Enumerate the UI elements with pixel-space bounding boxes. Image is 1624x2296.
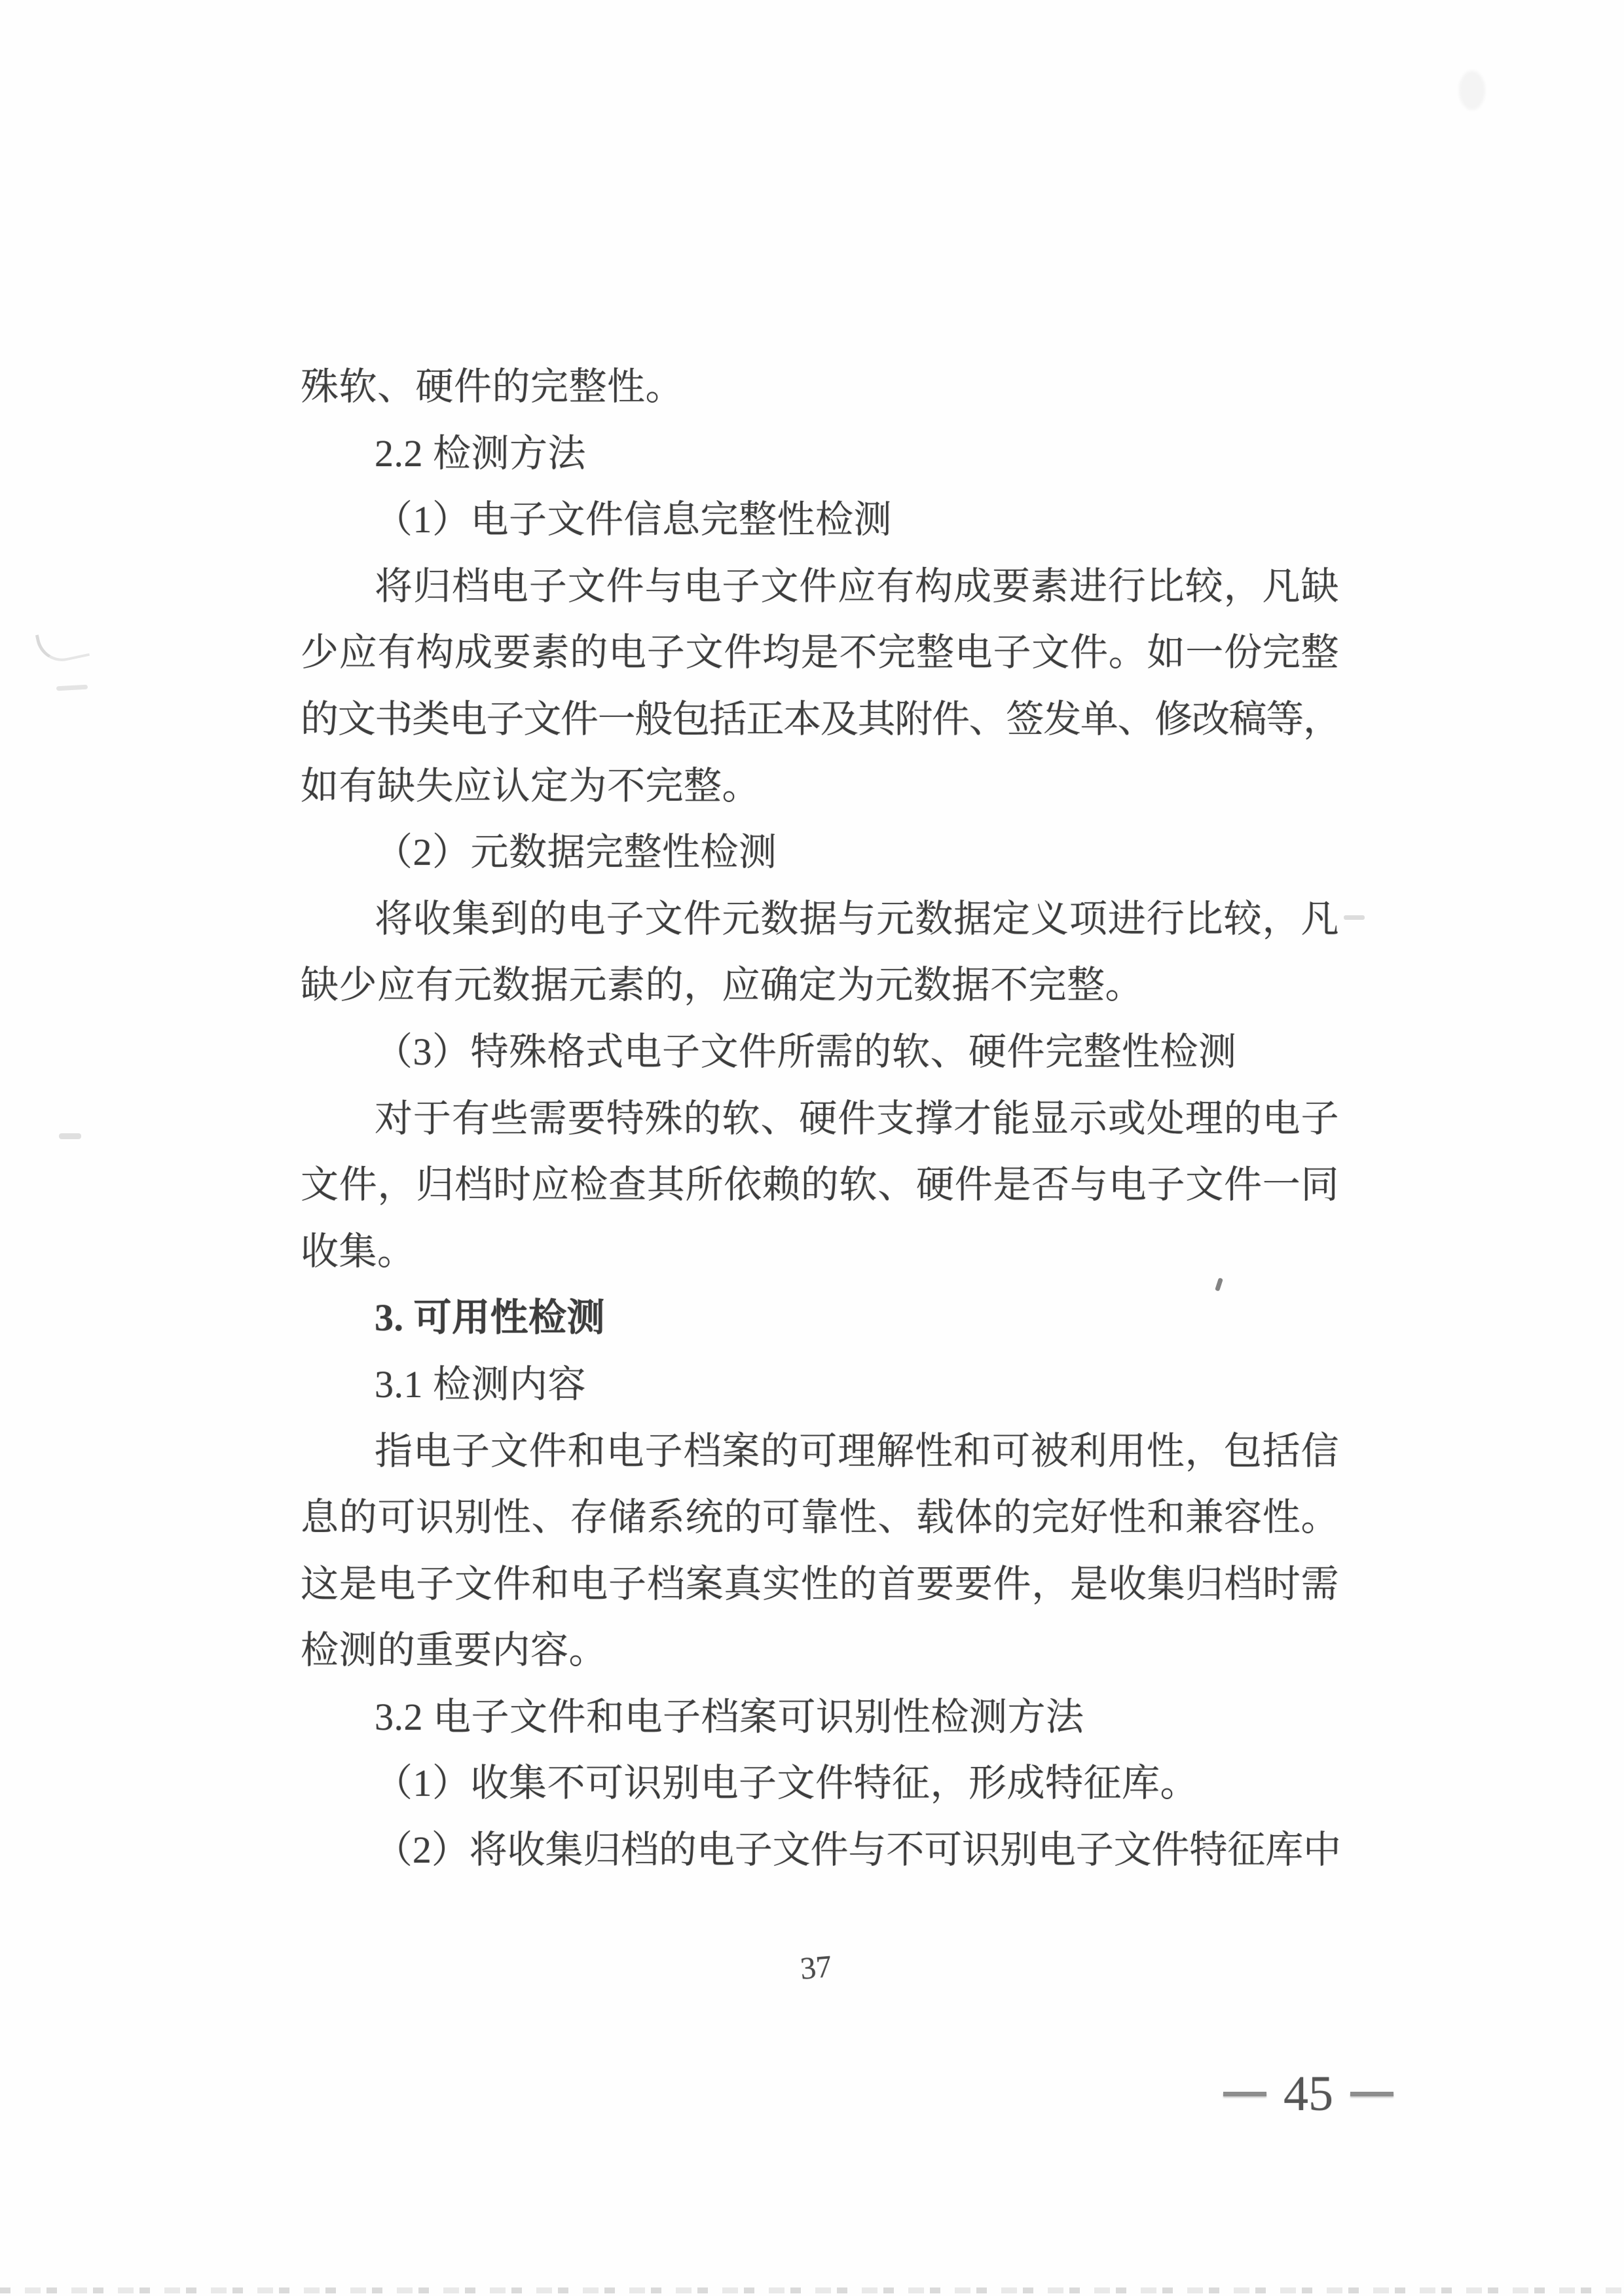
- section-heading-2-2: 2.2 检测方法: [375, 431, 587, 475]
- scan-artifact: [59, 1133, 81, 1139]
- scan-edge-artifact: [0, 2287, 1624, 2293]
- text-line: 这是电子文件和电子档案真实性的首要要件，是收集归档时需: [301, 1562, 1339, 1605]
- text-line: 指电子文件和电子档案的可理解性和可被利用性，包括信: [375, 1429, 1339, 1472]
- text-line: 收集。: [301, 1230, 416, 1273]
- footer-dash-right: [1350, 2092, 1393, 2096]
- document-body: [301, 354, 1339, 1884]
- text-line: 对于有些需要特殊的软、硬件支撑才能显示或处理的电子: [375, 1097, 1339, 1140]
- section-heading-3-2: 3.2 电子文件和电子档案可识别性检测方法: [375, 1695, 1084, 1738]
- text-line: 缺少应有元数据元素的，应确定为元数据不完整。: [301, 964, 1144, 1007]
- text-line: 如有缺失应认定为不完整。: [301, 764, 761, 807]
- text-line: 的文书类电子文件一般包括正本及其附件、签发单、修改稿等，: [301, 697, 1339, 740]
- sheet-number: 37: [798, 1949, 834, 1986]
- scan-artifact: [35, 625, 90, 666]
- list-item-2: （2）元数据完整性检测: [375, 831, 777, 874]
- scan-artifact: [1344, 915, 1365, 920]
- page-number-value: 45: [1283, 2066, 1333, 2121]
- list-item-1: （1）电子文件信息完整性检测: [375, 498, 893, 541]
- scan-artifact: [1459, 71, 1485, 110]
- section-heading-3: 3. 可用性检测: [375, 1296, 606, 1339]
- text-line: 将收集到的电子文件元数据与元数据定义项进行比较，凡: [375, 897, 1339, 940]
- text-line: 检测的重要内容。: [301, 1629, 608, 1672]
- page-number: [1223, 2068, 1393, 2120]
- text-line: 少应有构成要素的电子文件均是不完整电子文件。如一份完整: [301, 631, 1339, 674]
- text-line: 殊软、硬件的完整性。: [301, 365, 684, 408]
- list-item-1b: （1）收集不可识别电子文件特征，形成特征库。: [375, 1762, 1199, 1805]
- section-heading-3-1: 3.1 检测内容: [375, 1362, 587, 1406]
- scan-artifact: [56, 685, 88, 691]
- text-line: 息的可识别性、存储系统的可靠性、载体的完好性和兼容性。: [301, 1496, 1339, 1539]
- footer-dash-left: [1223, 2092, 1266, 2096]
- text-line: （2）将收集归档的电子文件与不可识别电子文件特征库中: [375, 1829, 1339, 1872]
- text-line: 将归档电子文件与电子文件应有构成要素进行比较，凡缺: [375, 564, 1339, 608]
- text-line: 文件，归档时应检查其所依赖的软、硬件是否与电子文件一同: [301, 1163, 1339, 1207]
- list-item-3: （3）特殊格式电子文件所需的软、硬件完整性检测: [375, 1030, 1237, 1073]
